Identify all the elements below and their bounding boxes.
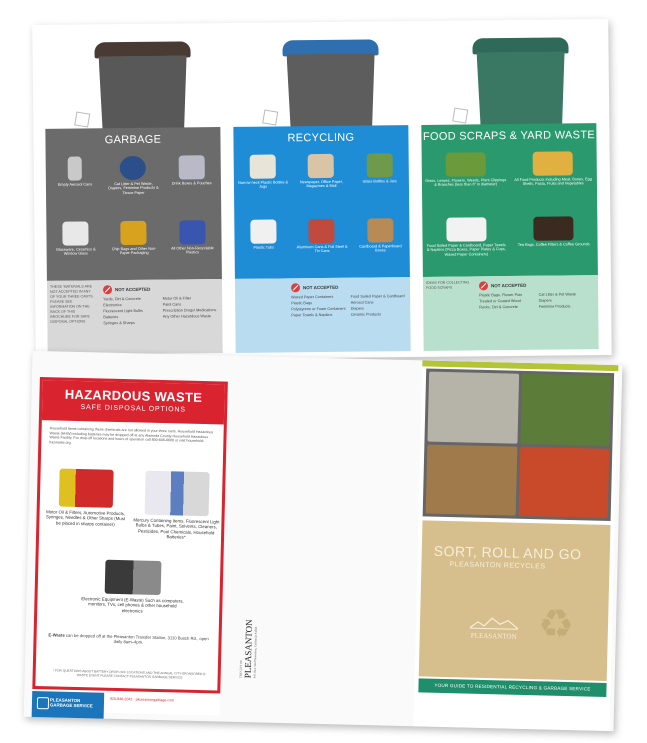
cube-icon	[262, 109, 278, 125]
spacer	[235, 278, 288, 353]
prohibited-icon	[291, 283, 300, 292]
list-item: Chip Bags and Other Non-Paper Packaging	[105, 215, 164, 281]
cover-panel	[414, 360, 619, 731]
cube-icon	[74, 111, 90, 127]
cardboard-image	[367, 218, 393, 242]
cans-photo	[427, 372, 518, 444]
food-title: FOOD SCRAPS & YARD WASTE	[422, 129, 596, 143]
list-item: Electronic Equipment (E-Waste) Such as computers, monitors, TVs, cell phones & other household electronics	[77, 559, 188, 615]
cube-icon	[452, 107, 468, 123]
return-address: THE CITY OF PLEASANTON P.O. Box 520 Pleasanton, California 94566	[239, 616, 279, 681]
list-item: Tea Bags, Coffee Filters & Coffee Grounds	[510, 210, 598, 276]
guide-banner: YOUR GUIDE TO RESIDENTIAL RECYCLING & GARBAGE SERVICE	[418, 678, 606, 697]
cover-title: SORT, ROLL AND GO	[433, 542, 582, 563]
not-accepted-list: NOT ACCEPTED Yards, Dirt & Concrete Motor Oil & Filter Electronics Paint Cans Fluorescent Light Bulbs Prescription Drugs/ Medications Batteries Any Other Hazardous Waste Syringes & Sharps	[103, 286, 217, 326]
cans-image	[309, 219, 335, 243]
list-item: Mercury Containing Items, Fluorescent Light Bulbs & Tubes, Paint, Solvents, Cleaners, Pesticides, Pool Chemicals, Household Batteries*	[131, 470, 223, 541]
list-item: All Food Products Including Meat, Bones, Egg Shells, Pasta, Fruits and Vegetables	[509, 145, 597, 211]
motor-oil-image	[59, 469, 114, 508]
recycling-items	[234, 147, 410, 279]
not-accepted-list: NOT ACCEPTED Waxed Paper Containers Food Soiled Paper & Cardboard Plastic Bags Aerosol Cans Polystyrene or Foam Containers Diapers Paper Towels & Napkins Ceramic Products	[291, 284, 405, 318]
pleasanton-logo	[468, 614, 521, 645]
hazardous-brochure	[24, 351, 623, 731]
hazardous-title: HAZARDOUS WASTE	[64, 386, 203, 406]
list-item: Plastic Tubs	[234, 213, 293, 279]
recycle-icon: ♻	[537, 602, 575, 648]
plastic-bottles-image	[250, 154, 276, 178]
hazardous-waste-panel	[32, 377, 228, 715]
recycling-title: RECYCLING	[287, 131, 355, 145]
city-name: PLEASANTON	[242, 619, 255, 679]
list-item: Narrow-neck Plastic Bottles & Jugs	[234, 148, 293, 214]
yard-waste-image	[445, 152, 485, 176]
list-item: Empty Aerosol Cans	[46, 150, 105, 216]
glass-bottles-image	[366, 153, 392, 177]
coffee-grounds-image	[534, 216, 574, 240]
prohibited-icon	[103, 285, 112, 294]
electronics-image	[105, 560, 162, 595]
newspaper-image	[308, 154, 334, 178]
hazard-note: THESE 'MATERIALS ARE NOT ACCEPTED IN ANY OF YOUR THREE CARTS. PLEASE SEE INFORMATION ON THE BACK OF THIS BROCHURE FOR SAFE DISPOSAL OPTIONS	[49, 284, 94, 324]
food-cart-image	[468, 37, 573, 132]
list-item: Drink Boxes & Pouches	[162, 149, 221, 215]
list-item: Glassware, Ceramics & Window Glass	[46, 215, 105, 281]
mailer-panel	[224, 356, 419, 726]
svg-text:PLEASANTON: PLEASANTON	[470, 631, 517, 641]
not-accepted-list: NOT ACCEPTED Plastic Bags, Flower Pots Cat Litter & Pet Waste Treated or Coated Wood Diapers Rocks, Dirt & Concrete Feminine Products	[479, 282, 577, 310]
ewaste-note: E-Waste can be dropped off at the Pleasanton Transfer Station, 3110 Busch Rd., open daily 8am–4pm.	[48, 632, 209, 645]
list-item: Grass, Leaves, Flowers, Weeds, Plant Clippings & Branches (less than 6" in diameter)	[422, 146, 510, 212]
contact-info: 925-846-2042 · pleasantongarbage.com	[110, 696, 175, 703]
recycling-cart-image	[278, 39, 383, 134]
bottles-photo	[520, 374, 611, 446]
prohibited-icon	[479, 281, 488, 290]
food-photo	[518, 446, 609, 518]
food-products-image	[533, 151, 573, 175]
cardboard-photo	[426, 444, 517, 516]
food-items	[422, 145, 598, 277]
pet-waste-image	[120, 156, 146, 180]
soiled-paper-image	[446, 217, 486, 241]
garbage-title: GARBAGE	[104, 133, 162, 147]
sorted-materials-photo	[423, 368, 615, 521]
list-item: Food Soiled Paper & Cardboard, Paper Towels & Napkins (Pizza Boxes, Paper Plates & Cups, Waxed Paper Containers)	[422, 211, 510, 277]
food-scraps-column	[421, 123, 598, 351]
list-item: Cat Litter & Pet Waste, Diapers, Feminine Products & Tissue Paper	[104, 150, 163, 216]
cover-subtitle: PLEASANTON RECYCLES	[449, 561, 546, 571]
food-ideas-note: IDEAS FOR COLLECTING FOOD SCRAPS	[425, 280, 470, 290]
hazardous-intro: Household items containing these chemicals are not allowed in your three carts. Household Hazardous Waste (HHW) including batteries may be dropped off at any Alameda County Household Hazardous Waste Facility. For drop-off locations and hours of operation call 800-606-6606 or visit household-hazwaste.org	[49, 426, 214, 445]
pgs-logo: PLEASANTON GARBAGE SERVICE	[32, 691, 105, 723]
recycling-column	[233, 125, 410, 353]
list-item: Newspaper, Office Paper, Magazines & Mail	[292, 148, 351, 214]
list-item: Aluminum Cans & Foil Steel & Tin Cans	[293, 213, 352, 279]
plastic-bag-image	[179, 220, 205, 244]
cover-title-area	[419, 520, 611, 681]
hazardous-subtitle: SAFE DISPOSAL OPTIONS	[80, 404, 186, 414]
cart-guide-brochure	[32, 19, 611, 361]
drink-pouch-image	[178, 155, 204, 179]
list-item: Cardboard & Paperboard Boxes	[351, 212, 410, 278]
plastic-tubs-image	[250, 219, 276, 243]
chemicals-image	[145, 471, 210, 517]
list-item: Glass Bottles & Jars	[350, 147, 409, 213]
garbage-cart-image	[90, 41, 195, 136]
glassware-image	[62, 221, 88, 245]
battery-note: * FOR QUESTIONS ABOUT BATTERY DROP-OFF LOCATIONS AND THE ANNUAL CITY-SPONSORED E-WASTE EVENT PLEASE CONTACT PLEASANTON GARBAGE SERVICE	[52, 668, 207, 680]
list-item: All Other Non-Recyclable Plastics	[163, 214, 222, 280]
garbage-column	[45, 127, 222, 355]
garbage-items	[46, 149, 222, 281]
hazardous-footer	[32, 691, 221, 726]
aerosol-can-image	[68, 157, 82, 181]
chip-bag-image	[121, 221, 147, 245]
list-item: Motor Oil & Filters, Automotive Products, Syringes, Needles & Other Sharps (Must be placed in sharps container)	[45, 468, 126, 527]
